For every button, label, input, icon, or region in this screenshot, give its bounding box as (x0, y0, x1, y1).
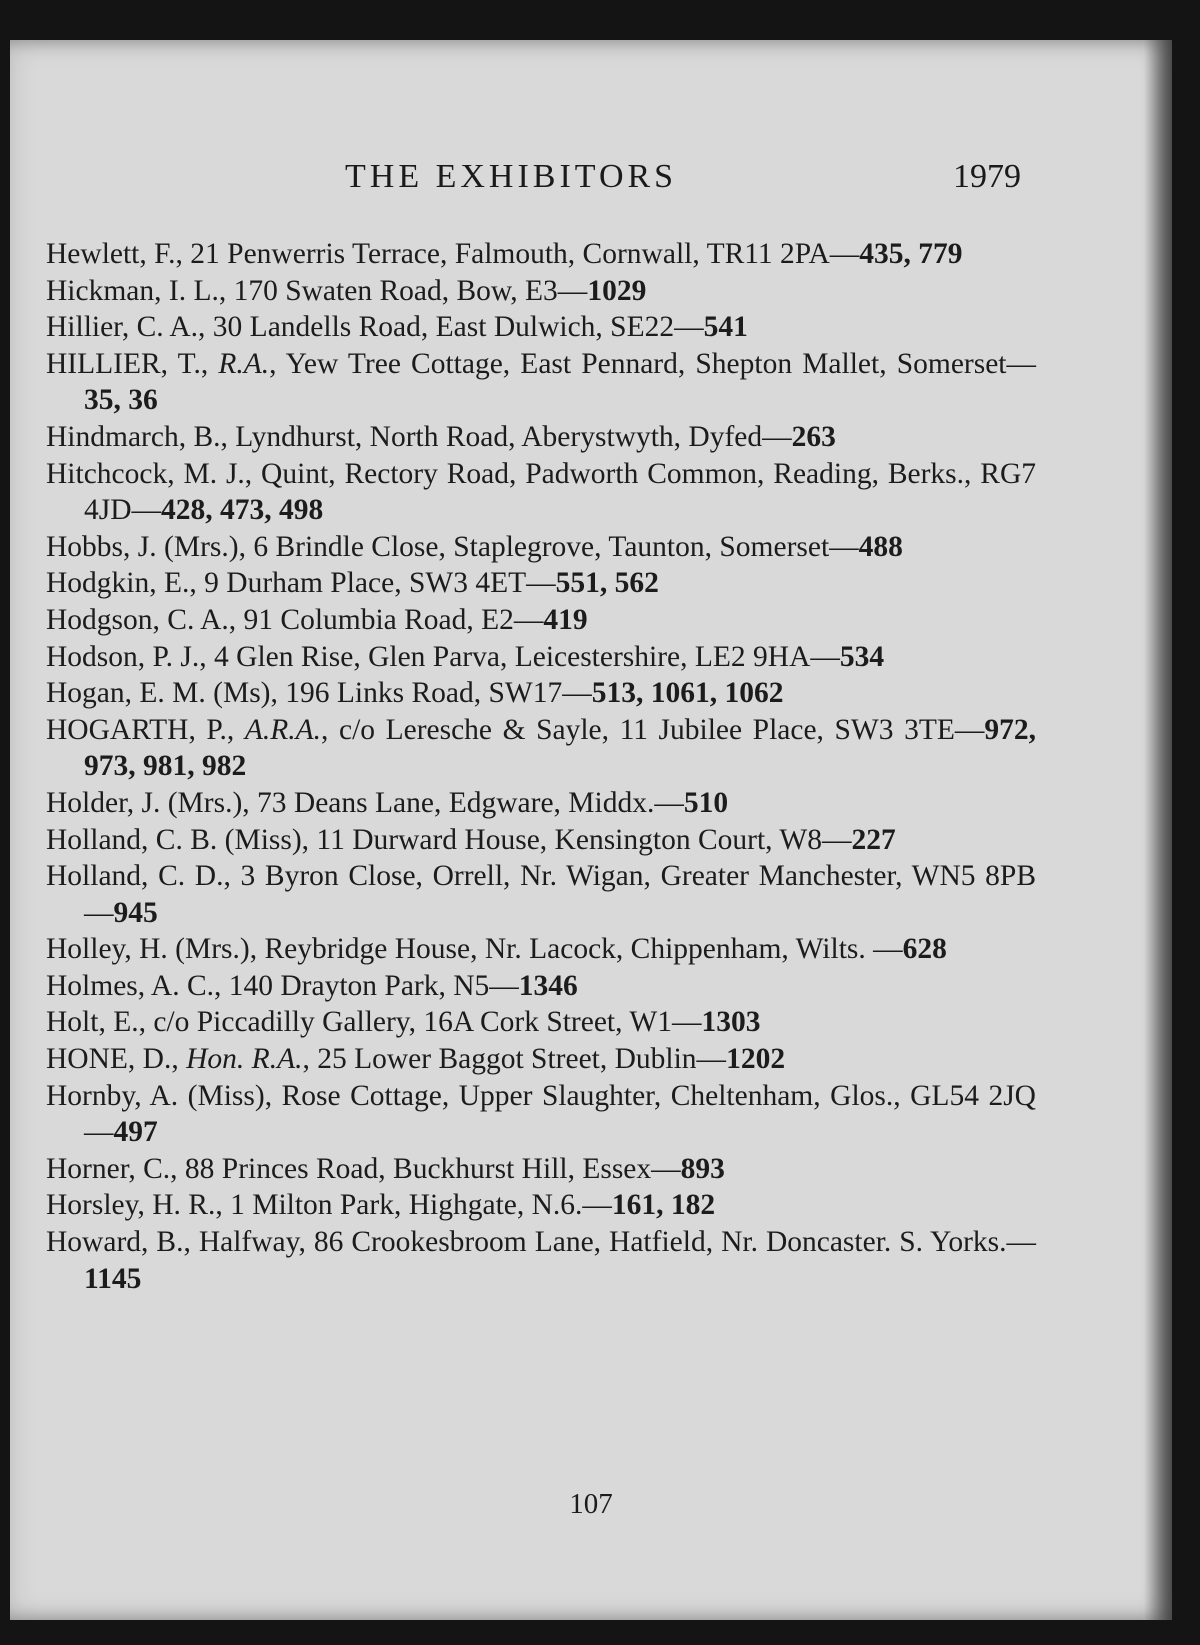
entry-catalogue-numbers: 945 (113, 896, 158, 929)
exhibitor-entry (46, 858, 1036, 931)
exhibitor-entry (46, 1187, 1036, 1224)
entry-honour: A.R.A. (244, 713, 322, 746)
entry-catalogue-numbers: 161, 182 (611, 1189, 716, 1222)
entry-catalogue-numbers: 628 (902, 933, 947, 966)
entry-text: Hobbs, J. (Mrs.), 6 Brindle Close, Staplegrove, Taunton, Somerset— (46, 530, 859, 563)
entry-text: Hickman, I. L., 170 Swaten Road, Bow, E3— (46, 274, 588, 307)
exhibitor-entry (46, 822, 1036, 859)
entry-text: Horsley, H. R., 1 Milton Park, Highgate, N.6.— (46, 1189, 612, 1222)
entry-text: Holland, C. B. (Miss), 11 Durward House, Kensington Court, W8— (46, 823, 852, 856)
entry-text-cont: , Yew Tree Cottage, East Pennard, Shepton Mallet, Somerset— (269, 347, 1037, 380)
exhibitor-entry (46, 309, 1036, 346)
entry-text: Holland, C. D., 3 Byron Close, Orrell, Nr. Wigan, Greater Manchester, WN5 8PB— (46, 860, 1036, 929)
entry-text: Holt, E., c/o Piccadilly Gallery, 16A Cork Street, W1— (46, 1006, 702, 1039)
entry-text: HOGARTH, P., (46, 713, 245, 746)
entry-catalogue-numbers: 972, 973, 981, 982 (84, 713, 1036, 783)
page-number (10, 1488, 1172, 1521)
entry-catalogue-numbers: 488 (858, 530, 903, 563)
entry-catalogue-numbers: 435, 779 (859, 238, 963, 270)
exhibitor-entry (46, 456, 1036, 529)
entry-honour: Hon. R.A. (186, 1043, 303, 1076)
exhibitor-entry (46, 236, 1036, 273)
exhibitor-entry (46, 1004, 1036, 1041)
exhibitor-entry (46, 529, 1036, 566)
entry-catalogue-numbers: 1303 (701, 1006, 761, 1039)
entry-text: Holder, J. (Mrs.), 73 Deans Lane, Edgware, Middx.— (46, 786, 684, 819)
entry-catalogue-numbers: 510 (683, 786, 729, 819)
entry-text: HONE, D., (46, 1043, 187, 1076)
book-page (10, 40, 1172, 1620)
entry-honour: R.A. (218, 347, 270, 380)
exhibitor-entry (46, 565, 1036, 602)
entry-catalogue-numbers: 541 (703, 311, 748, 344)
entry-text: Hodgkin, E., 9 Durham Place, SW3 4ET— (46, 567, 556, 600)
entry-text: Hornby, A. (Miss), Rose Cottage, Upper Slaughter, Cheltenham, Glos., GL54 2JQ— (46, 1079, 1036, 1149)
entry-catalogue-numbers: 419 (543, 603, 588, 636)
entry-text: Holley, H. (Mrs.), Reybridge House, Nr. Lacock, Chippenham, Wilts. — (46, 933, 903, 966)
entry-text: Hillier, C. A., 30 Landells Road, East Dulwich, SE22— (46, 311, 704, 344)
entry-catalogue-numbers: 428, 473, 498 (161, 494, 324, 527)
entry-text: Holmes, A. C., 140 Drayton Park, N5— (46, 969, 519, 1002)
exhibitor-entry (46, 273, 1036, 310)
entry-text: Hodgson, C. A., 91 Columbia Road, E2— (46, 603, 544, 636)
entry-catalogue-numbers: 1202 (726, 1043, 786, 1076)
exhibitor-entry (46, 1078, 1036, 1151)
exhibitor-entry (46, 1224, 1036, 1297)
entry-catalogue-numbers: 1346 (518, 969, 578, 1002)
entry-text: Hodson, P. J., 4 Glen Rise, Glen Parva, Leicestershire, LE2 9HA— (46, 640, 840, 673)
entry-catalogue-numbers: 551, 562 (555, 567, 659, 600)
exhibitor-list (46, 236, 1036, 1297)
exhibitor-entry (46, 602, 1036, 639)
exhibitor-entry (46, 1041, 1036, 1078)
entry-text-cont: , c/o Leresche & Sayle, 11 Jubilee Place, SW3 3TE— (321, 713, 985, 746)
entry-catalogue-numbers: 893 (680, 1152, 725, 1185)
running-title: THE EXHIBITORS (345, 158, 678, 195)
exhibitor-entry (46, 419, 1036, 456)
entry-catalogue-numbers: 513, 1061, 1062 (591, 677, 784, 710)
entry-catalogue-numbers: 497 (113, 1116, 158, 1149)
exhibitor-entry (46, 346, 1036, 419)
running-year: 1979 (953, 158, 1021, 195)
entry-text: Hitchcock, M. J., Quint, Rectory Road, Padworth Common, Reading, Berks., RG7 4JD— (46, 457, 1036, 527)
entry-text: Hogan, E. M. (Ms), 196 Links Road, SW17— (46, 677, 592, 710)
entry-text: Howard, B., Halfway, 86 Crookesbroom Lane, Hatfield, Nr. Doncaster. S. Yorks.— (46, 1226, 1036, 1259)
entry-catalogue-numbers: 263 (791, 420, 836, 453)
running-header (10, 158, 1172, 208)
exhibitor-entry (46, 675, 1036, 712)
exhibitor-entry (46, 712, 1036, 785)
entry-catalogue-numbers: 1029 (587, 274, 647, 307)
entry-text: Horner, C., 88 Princes Road, Buckhurst Hill, Essex— (46, 1152, 681, 1185)
page-number-text: 107 (569, 1488, 613, 1520)
entry-text-cont: , 25 Lower Baggot Street, Dublin— (302, 1043, 727, 1076)
entry-text: Hindmarch, B., Lyndhurst, North Road, Aberystwyth, Dyfed— (46, 420, 792, 453)
exhibitor-entry (46, 1151, 1036, 1188)
entry-catalogue-numbers: 35, 36 (84, 384, 158, 417)
entry-text: HILLIER, T., (46, 347, 219, 380)
exhibitor-entry (46, 968, 1036, 1005)
exhibitor-entry (46, 785, 1036, 822)
entry-catalogue-numbers: 1145 (84, 1262, 142, 1295)
entry-catalogue-numbers: 534 (839, 640, 885, 673)
exhibitor-entry (46, 639, 1036, 676)
exhibitor-entry (46, 931, 1036, 968)
entry-catalogue-numbers: 227 (851, 823, 896, 856)
entry-text: Hewlett, F., 21 Penwerris Terrace, Falmouth, Cornwall, TR11 2PA— (46, 238, 860, 270)
